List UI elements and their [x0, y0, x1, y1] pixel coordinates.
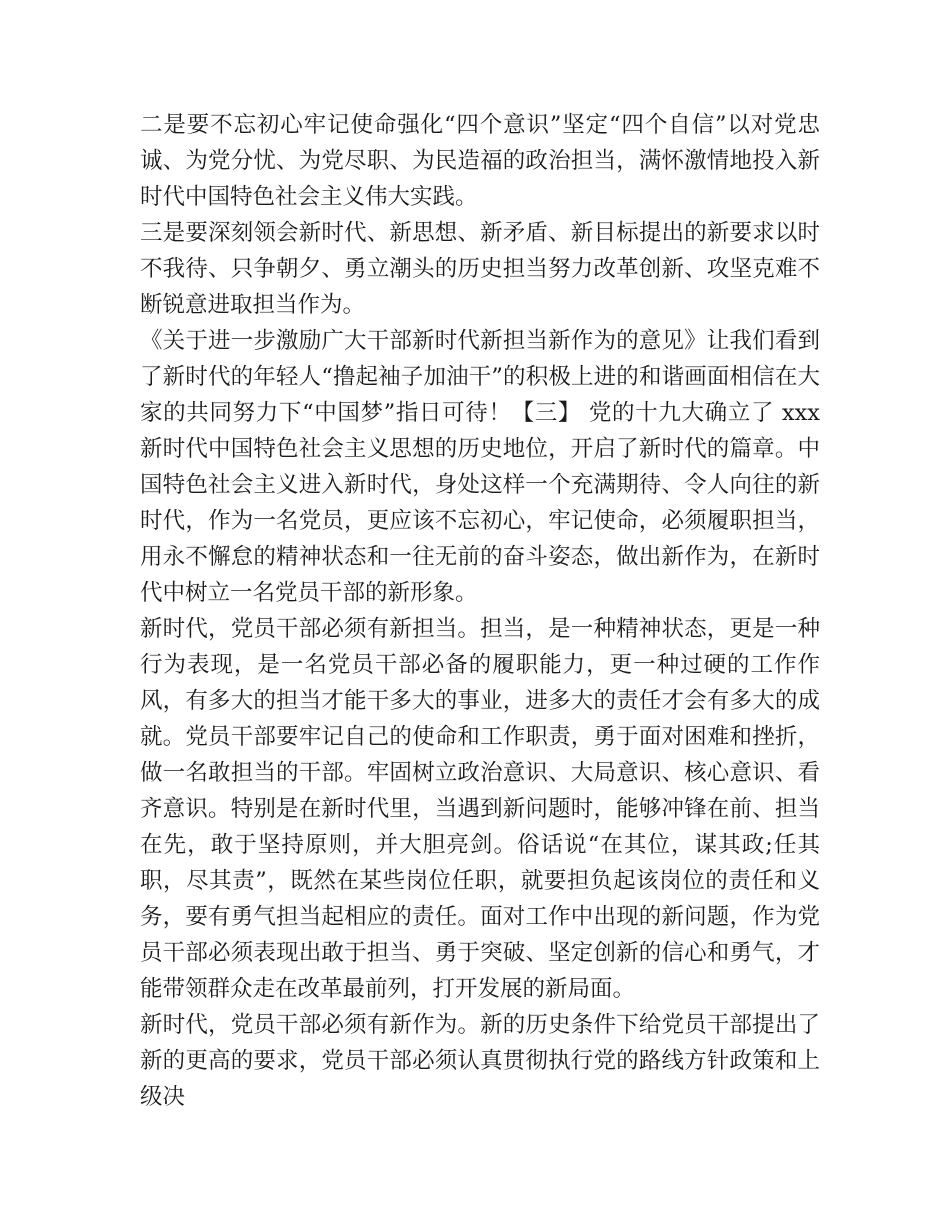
paragraph-opinion-and-section-three: 《关于进一步激励广大干部新时代新担当新作为的意见》让我们看到了新时代的年轻人“撸起袖子加油干”的积极上进的和谐画面相信在大家的共同努力下“中国梦”指日可待！【三】 党的十九大确立了 xxx 新时代中国特色社会主义思想的历史地位，开启了新时代的篇章。中国特色社会主义进入新时代，身处这样一个充满期待、令人向往的新时代，作为一名党员，更应该不忘初心，牢记使命，必须履职担当，用永不懈怠的精神状态和一往无前的奋斗姿态，做出新作为，在新时代中树立一名党员干部的新形象。	[140, 328, 820, 606]
paragraph-third-point: 三是要深刻领会新时代、新思想、新矛盾、新目标提出的新要求以时不我待、只争朝夕、勇立潮头的历史担当努力改革创新、攻坚克难不断锐意进取担当作为。	[140, 220, 820, 318]
paragraph-second-point: 二是要不忘初心牢记使命强化“四个意识”坚定“四个自信”以对党忠诚、为党分忧、为党尽职、为民造福的政治担当，满怀激情地投入新时代中国特色社会主义伟大实践。	[140, 112, 820, 210]
document-body	[140, 107, 820, 1115]
paragraph-new-action: 新时代，党员干部必须有新作为。新的历史条件下给党员干部提出了新的更高的要求，党员干部必须认真贯彻执行党的路线方针政策和上级决	[140, 1012, 820, 1110]
paragraph-new-responsibility: 新时代，党员干部必须有新担当。担当，是一种精神状态，更是一种行为表现，是一名党员干部必备的履职能力，更一种过硬的工作作风，有多大的担当才能干多大的事业，进多大的责任才会有多大的成就。党员干部要牢记自己的使命和工作职责，勇于面对困难和挫折，做一名敢担当的干部。牢固树立政治意识、大局意识、核心意识、看齐意识。特别是在新时代里，当遇到新问题时，能够冲锋在前、担当在先，敢于坚持原则，并大胆亮剑。俗话说“在其位，谋其政;任其职，尽其责”，既然在某些岗位任职，就要担负起该岗位的责任和义务，要有勇气担当起相应的责任。面对工作中出现的新问题，作为党员干部必须表现出敢于担当、勇于突破、坚定创新的信心和勇气，才能带领群众走在改革最前列，打开发展的新局面。	[140, 616, 820, 1002]
